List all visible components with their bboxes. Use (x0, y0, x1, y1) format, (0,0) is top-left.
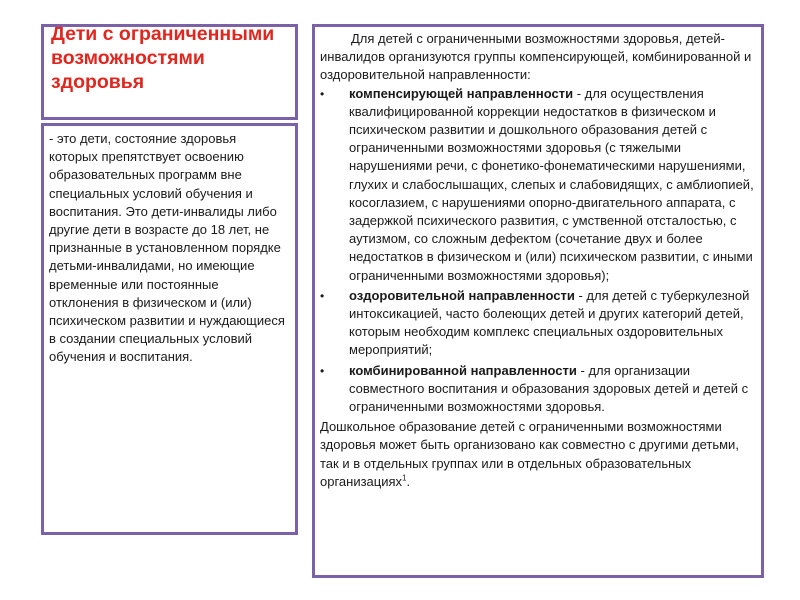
intro-text: Для детей с ограниченными возможностями здоровья, детей-инвалидов организуются группы компенсирующей, комбинированной и оздоровительной направленности: (320, 31, 752, 83)
item-term: оздоровительной направленности (349, 287, 575, 303)
title-box (41, 24, 298, 120)
closing-end: . (406, 473, 411, 489)
list-item-health (320, 287, 755, 360)
item-text: - для осуществления квалифицированной коррекции недостатков в физическом и психическом развитии и дошкольного образования детей с ограниченными возможностями здоровья (с тяжелыми нарушениями речи, с фонетико-фонематическими нарушениями, глухих и слабослышащих, слепых и слабовидящих, с амблиопией, косоглазием, с нарушениями опорно-двигательного аппарата, с задержкой психического развития, с умственной отсталостью, с аутизмом, со сложным дефектом (сочетание двух и более недостатков в физическом и (или) психическом развитии, с иными ограниченными возможностями здоровья); (349, 85, 754, 283)
item-text: - для организации совместного воспитания и образования здоровых детей и детей с ограниченными возможностями здоровья. (349, 362, 749, 415)
slide-title: Дети с ограниченными возможностями здоровья (51, 24, 275, 93)
closing-text (320, 418, 755, 491)
group-list (320, 85, 755, 417)
item-term: компенсирующей направленности (349, 85, 574, 101)
definition-text: - это дети, состояние здоровья которых препятствует освоению образовательных программ вне специальных условий обучения и воспитания. Это дети-инвалиды либо другие дети в возрасте до 18 лет, не признанные в установленном порядке детьми-инвалидами, но имеющие временные или постоянные отклонения в физическом и (или) психическом развитии и нуждающиеся в создании специальных условий обучения и воспитания. (49, 131, 285, 365)
bullet-icon: • (320, 86, 325, 101)
list-item-compensating (320, 85, 755, 285)
item-text: - для детей с туберкулезной интоксикацией, часто болеющих детей и других категорий детей, которым необходим комплекс специальных оздоровительных мероприятий; (349, 287, 750, 358)
closing-body: Дошкольное образование детей с ограниченными возможностями здоровья может быть организовано как совместно с другими детьми, так и в отдельных группах или в отдельных образовательных организациях (320, 419, 739, 489)
footnote-mark: 1 (402, 473, 407, 483)
item-term: комбинированной направленности (349, 362, 577, 378)
bullet-icon: • (320, 363, 325, 378)
definition-box (41, 123, 298, 535)
list-item-combined (320, 362, 755, 417)
bullet-icon: • (320, 288, 325, 303)
groups-box (312, 24, 764, 578)
